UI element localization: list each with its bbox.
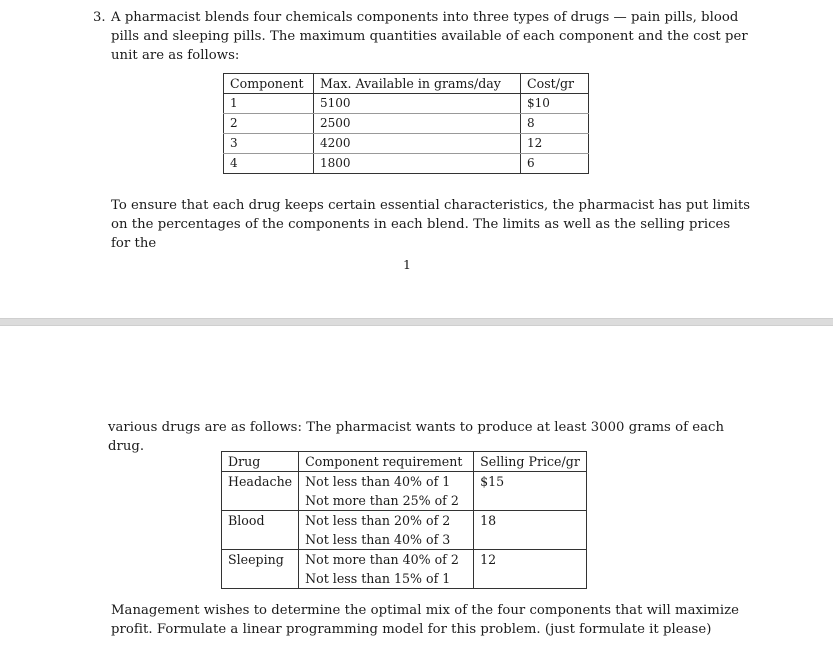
- components-table: [223, 73, 589, 174]
- max-available: 1800: [314, 154, 521, 174]
- limits-paragraph: To ensure that each drug keeps certain essential characteristics, the pharmacist has put limits on the percentages of the components in each blend. The limits as well as the selling prices for the: [111, 198, 751, 251]
- question-number: 3.: [93, 10, 106, 25]
- header-component-requirement: Component requirement: [299, 452, 474, 472]
- components-table-header: [224, 74, 589, 94]
- closing-paragraph: Management wishes to determine the optimal mix of the four components that will maximize profit. Formulate a linear programming model for this problem. (just formulate it please): [111, 603, 739, 637]
- requirement: Not less than 40% of 1: [299, 472, 474, 492]
- requirement: Not less than 20% of 2: [299, 511, 474, 531]
- requirement: Not more than 40% of 2: [299, 550, 474, 570]
- table-row: [224, 114, 589, 134]
- component-id: 1: [224, 94, 314, 114]
- table-row: [222, 491, 587, 511]
- header-drug: Drug: [222, 452, 299, 472]
- selling-price: 18: [474, 511, 587, 531]
- cost-per-gram: 12: [521, 134, 589, 154]
- drug-name: Blood: [222, 511, 299, 531]
- page-divider: [0, 318, 833, 326]
- cost-per-gram: 6: [521, 154, 589, 174]
- document-page-1: [0, 0, 833, 318]
- table-row: [222, 511, 587, 531]
- table-row: [222, 550, 587, 570]
- question-intro: A pharmacist blends four chemicals components into three types of drugs — pain pills, blood pills and sleeping pills. The maximum quantities available of each component and the cost per unit are as follows:: [111, 10, 748, 63]
- header-cost: Cost/gr: [521, 74, 589, 94]
- drugs-table: [221, 451, 587, 589]
- max-available: 5100: [314, 94, 521, 114]
- table-row: [224, 134, 589, 154]
- selling-price: 12: [474, 550, 587, 570]
- component-id: 3: [224, 134, 314, 154]
- table-row: [224, 94, 589, 114]
- requirement: Not more than 25% of 2: [299, 491, 474, 511]
- drugs-table-header: [222, 452, 587, 472]
- table-row: [222, 472, 587, 492]
- drug-name: Sleeping: [222, 550, 299, 570]
- requirement: Not less than 40% of 3: [299, 530, 474, 550]
- cost-per-gram: 8: [521, 114, 589, 134]
- table-row: [222, 530, 587, 550]
- header-max-available: Max. Available in grams/day: [314, 74, 521, 94]
- table-row: [224, 154, 589, 174]
- cost-per-gram: $10: [521, 94, 589, 114]
- selling-price: $15: [474, 472, 587, 492]
- component-id: 2: [224, 114, 314, 134]
- continuation-paragraph: various drugs are as follows: The pharmacist wants to produce at least 3000 grams of each drug.: [108, 420, 725, 454]
- header-component: Component: [224, 74, 314, 94]
- drug-name: Headache: [222, 472, 299, 492]
- requirement: Not less than 15% of 1: [299, 569, 474, 589]
- max-available: 2500: [314, 114, 521, 134]
- max-available: 4200: [314, 134, 521, 154]
- page-number: 1: [403, 257, 411, 272]
- table-row: [222, 569, 587, 589]
- header-selling-price: Selling Price/gr: [474, 452, 587, 472]
- document-page-2: [0, 326, 833, 667]
- component-id: 4: [224, 154, 314, 174]
